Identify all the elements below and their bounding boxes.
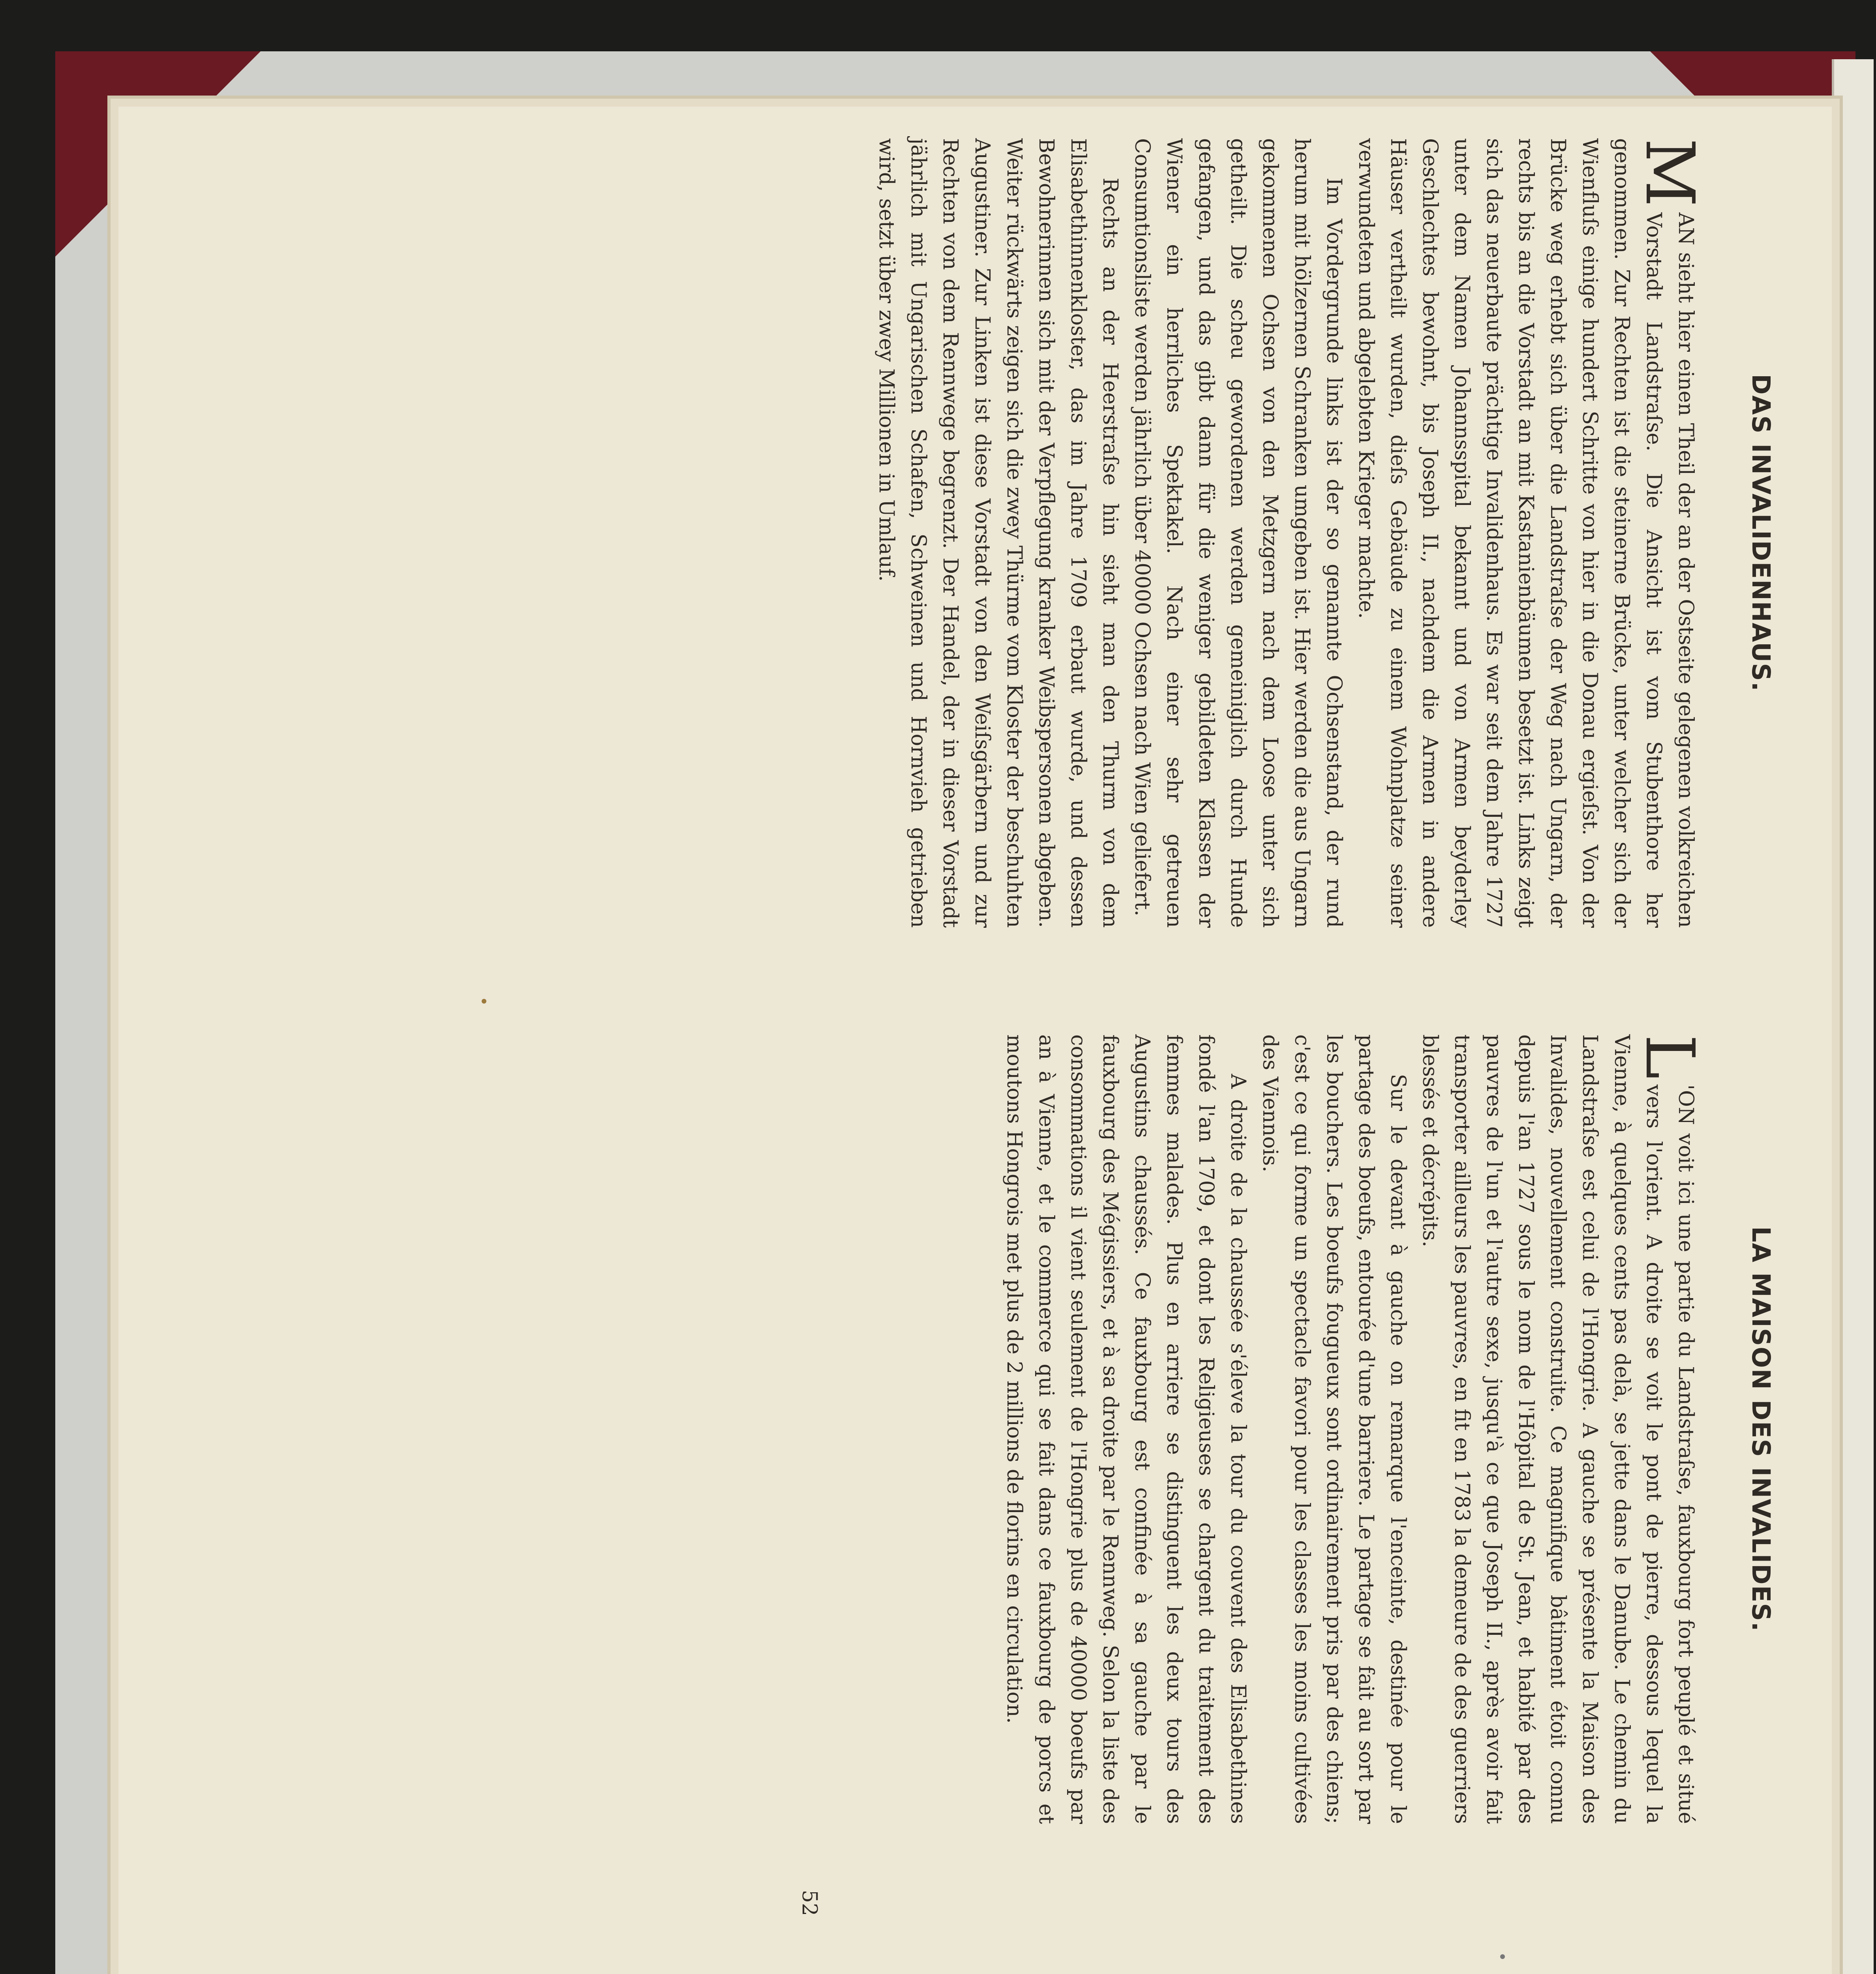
french-paragraph-3: A droite de la chaussée s'éleve la tour du couvent des Elisabethines fondé l'an 1709, et dont les Religieuses se chargent du traitement des femmes malades. Plus en arriere se distinguent les deux tours des Augustins chaussés. Ce fauxbourg est confinée à sa gauche par le fauxbourg des Mégissiers, et à sa droite par le Rennweg. Selon la liste des consommations il vient seulement de l'Hongrie plus de 40000 boeufs par an à Vienne, et le commerce qui se fait dans ce fauxbourg de porcs et moutons Hongrois met plus de 2 millions de florins en circulation. bbox=[1002, 1034, 1250, 1824]
french-column bbox=[998, 1034, 1777, 1824]
french-paragraph-1 bbox=[1414, 1034, 1709, 1824]
drop-cap: L bbox=[1630, 1034, 1709, 1079]
german-column bbox=[870, 138, 1777, 928]
drop-cap: M bbox=[1630, 138, 1709, 207]
german-title: DAS INVALIDENHAUS. bbox=[1747, 374, 1775, 692]
german-paragraph-2: Im Vordergrunde links ist der so genannte Ochsenstand, der rund herum mit hölzernen Schranken umgeben ist. Hier werden die aus Ungarn gekommenen Ochsen von den Metzgern nach dem Loose unter sich getheilt. Die scheu gewordenen werden gemeiniglich durch Hunde gefangen, und das gibt dann für die weniger gebildeten Klassen der Wiener ein herrliches Spektakel. Nach einer sehr getreuen Consumtionsliste werden jährlich über 40000 Ochsen nach Wien geliefert. bbox=[1130, 138, 1346, 928]
facing-page-edge bbox=[1832, 59, 1874, 1974]
rotated-text-block bbox=[118, 138, 1777, 1974]
page-number: 52 bbox=[797, 1890, 821, 1916]
lead-word: AN bbox=[1674, 212, 1698, 246]
german-paragraph-1 bbox=[1350, 138, 1709, 928]
paragraph-text: voit ici une partie du Landstraſse, fauxbourg fort peuplé et situé vers l'orient. A droite se voit le pont de pierre, dessous lequel la Vienne, à quelques cents pas delà, se jette dans le Danube. Le chemin du Landstraſse est celui de l'Hongrie. A gauche se présente la Maison des Invalides, nouvellement construite. Ce magnifique bâtiment étoit connu depuis l'an 1727 sous le nom de l'Hôpital de St. Jean, et habité par des pauvres de l'un et l'autre sexe, jusqu'à ce que Joseph II., après avoir fait transporter ailleurs les pauvres, en fit en 1783 la demeure de des guerriers blessés et décrépits. bbox=[1418, 1034, 1698, 1824]
lead-word: 'ON bbox=[1674, 1084, 1698, 1125]
paragraph-text: sieht hier einen Theil der an der Ostseite gelegenen volkreichen Vorstadt Landstraſse. Die Ansicht ist vom Stubenthore her genommen. Zur Rechten ist die steinerne Brücke, unter welcher sich der Wienfluſs einige hundert Schritte von hier in die Donau ergieſst. Von der Brücke weg erhebt sich über die Landstraſse der Weg nach Ungarn, der rechts bis an die Vorstadt an mit Kastanienbäumen besetzt ist. Links zeigt sich das neuerbaute prächtige Invalidenhaus. Es war seit dem Jahre 1727 unter dem Namen Johannsspital bekannt und von Armen beyderley Geschlechtes bewohnt, bis Joseph II., nachdem die Armen in andere Häuser vertheilt wurden, dieſs Gebäude zu einem Wohnplatze seiner verwundeten und abgelebten Krieger machte. bbox=[1354, 138, 1698, 928]
french-title: LA MAISON DES INVALIDES. bbox=[1747, 1226, 1775, 1632]
german-paragraph-3: Rechts an der Heerstraſse hin sieht man den Thurm von dem Elisabethinnenkloster, das im Jahre 1709 erbaut wurde, und dessen Bewohnerinnen sich mit der Verpflegung kranker Weibspersonen abgeben. Weiter rückwärts zeigen sich die zwey Thürme vom Kloster der beschuhten Augustiner. Zur Linken ist diese Vorstadt von den Weiſsgärbern und zur Rechten von dem Rennwege begrenzt. Der Handel, der in dieser Vorstadt jährlich mit Ungarischen Schafen, Schweinen und Hornvieh getrieben wird, setzt über zwey Millionen in Umlauf. bbox=[874, 138, 1122, 928]
french-paragraph-2: Sur le devant à gauche on remarque l'enceinte, destinée pour le partage des boeufs, entourée d'une barriere. Le partage se fait au sort par les bouchers. Les boeufs fougueux sont ordinairement pris par des chiens; c'est ce qui forme un spectacle favori pour les classes les moins cultivées des Viennois. bbox=[1258, 1034, 1410, 1824]
